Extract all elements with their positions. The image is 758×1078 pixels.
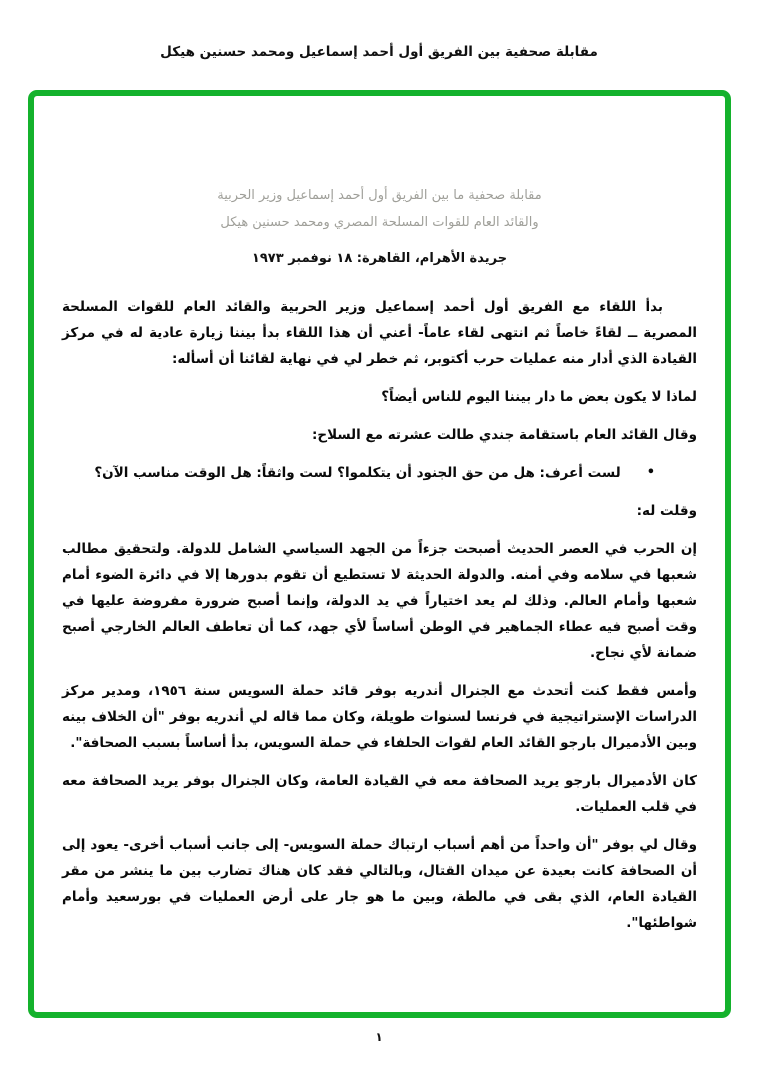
page-number: ١ (375, 1030, 383, 1044)
running-header-title: مقابلة صحفية بين الفريق أول أحمد إسماعيل ومحمد حسنين هيكل (160, 44, 598, 60)
original-faded-title (62, 182, 697, 236)
paragraph-intro: بدأ اللقاء مع الفريق أول أحمد إسماعيل وزير الحربية والقائد العام للقوات المسلحة المصرية ــ لقاءً خاصاً ثم انتهى لقاء عاماً- أعني أن هذا اللقاء بدأ بيننا زيارة عادية له في مركز القيادة الذي أدار منه عمليات حرب أكتوبر، ثم خطر لي في نهاية لقائنا أن أسأله: (62, 299, 697, 367)
dateline: جريدة الأهرام، القاهرة: ١٨ نوفمبر ١٩٧٣ (251, 251, 508, 266)
scan-green-frame (28, 90, 731, 1018)
scan-content (62, 182, 697, 948)
paragraph-question: لماذا لا يكون بعض ما دار بيننا اليوم للناس أيضاً؟ (381, 389, 697, 405)
faded-title-line2: والقائد العام للقوات المسلحة المصري ومحمد حسنين هيكل (220, 215, 539, 230)
paragraph-barjot: كان الأدميرال بارجو يريد الصحافة معه في القيادة العامة، وكان الجنرال بوفر يريد الصحافة معه في قلب العمليات. (62, 773, 697, 815)
article-body (62, 294, 697, 936)
paragraph-war-modern: إن الحرب في العصر الحديث أصبحت جزءاً من الجهد السياسي الشامل للدولة. ولتحقيق مطالب شعبها في سلامه وفي أمنه. والدولة الحديثة لا تستطيع أن تقوم بدورها إلا في دائرة الضوء أمام شعبها وأمام العالم. وذلك لم يعد اختياراً في يد الدولة، وإنما أصبح ضرورة مفروضة عليها في وقت أصبح فيه عطاء الجماهير في الوطن أساساً لأي جهد، كما أن تعاطف العالم الخارجي أصبح ضمانة لأي نجاح. (62, 541, 697, 661)
paragraph-beaufre-quote: وقال لي بوفر "أن واحداً من أهم أسباب ارتباك حملة السويس- إلى جانب أسباب أخرى- يعود إلى أن الصحافة كانت بعيدة عن ميدان القتال، وبالتالي فقد كان هناك تضارب بين ما ينشر من مقر القيادة العام، الذي بقى في مالطة، وبين ما هو جار على أرض العمليات في بورسعيد وأمام شواطئها". (62, 837, 697, 931)
bullet-icon: • (646, 465, 655, 480)
paragraph-beaufre: وأمس فقط كنت أتحدث مع الجنرال أندريه بوفر قائد حملة السويس سنة ١٩٥٦، ومدير مركز الدراسات الإستراتيجية في فرنسا لسنوات طويلة، وكان مما قاله لي أندريه بوفر "أن الخلاف بينه وبين الأدميرال بارجو القائد العام لقوات الحلفاء في حملة السويس، بدأ أساساً بسبب الصحافة". (62, 683, 697, 751)
faded-title-line1: مقابلة صحفية ما بين الفريق أول أحمد إسماعيل وزير الحربية (217, 188, 542, 203)
paragraph-narration1: وقال القائد العام باستقامة جندي طالت عشرته مع السلاح: (311, 427, 697, 443)
paragraph-narration2: وقلت له: (636, 503, 697, 519)
bullet-text: لست أعرف: هل من حق الجنود أن يتكلموا؟ لست واثقاً: هل الوقت مناسب الآن؟ (94, 465, 621, 481)
bullet-item (62, 460, 697, 486)
